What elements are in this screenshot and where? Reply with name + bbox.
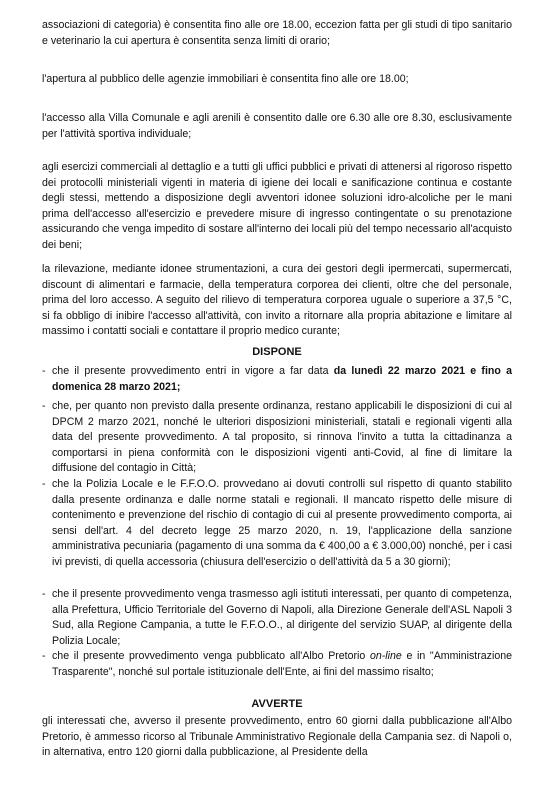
heading-dispone: DISPONE (252, 346, 302, 358)
list-dash: - (42, 650, 46, 662)
dispone-item (42, 477, 512, 571)
paragraph-villa-comunale: l'accesso alla Villa Comunale e agli arenili è consentito dalle ore 6.30 alle ore 8.30, esclusivamente per l'attività sportiva individuale; (42, 112, 512, 140)
dispone-item (42, 587, 512, 649)
paragraph-orari-studi: associazioni di categoria) è consentita fino alle ore 18.00, eccezion fatta per gli studi di tipo sanitario e veterinario la cui apertura è consentita senza limiti di orario; (42, 19, 512, 47)
dispone-item (42, 649, 512, 680)
paragraph-esercizi-commerciali: agli esercizi commerciali al dettaglio e a tutti gli uffici pubblici e privati di attenersi al rigoroso rispetto dei protocolli ministeriali vigenti in materia di igiene dei locali e sanificazione continua e costante degli stessi, mettendo a disposizione degli avventori idonee soluzioni idro-alcoliche per le mani prima dell'accesso all'esercizio e prevedere misure di ingresso contingentate o su prenotazione assicurando che venga impedito di sostare all'interno dei locali più del tempo necessario all'acquisto dei beni; (42, 161, 512, 251)
dispone-item-text: che il presente provvedimento entri in vigore a far data da lunedì 22 marzo 2021 e fino a domenica 28 marzo 2021; (52, 365, 512, 393)
list-dash: - (42, 588, 46, 600)
date-range: da lunedì 22 marzo 2021 e fino a domenica 28 marzo 2021 (52, 365, 512, 393)
dispone-item-text: che la Polizia Locale e le F.F.O.O. provvedano ai dovuti controlli sul rispetto di quanto stabilito dalla presente ordinanza e dalle norme statali e regionali. Il mancato rispetto delle misure di contenimento e prevenzione del rischio di contagio di cui al presente provvedimento comporta, ai sensi dell'art. 4 del decreto legge 25 marzo 2020, n. 19, l'applicazione della sanzione amministrativa pecuniaria (pagamento di una somma da € 400,00 a € 3.000,00) nonché, per i casi ivi previsti, di quella accessoria (chiusura dell'esercizio o dell'attività da 5 a 30 giorni); (52, 478, 512, 568)
dispone-item-text: che il presente provvedimento venga pubblicato all'Albo Pretorio on-line e in "Amministrazione Trasparente", nonché sul portale istituzionale dell'Ente, ai fini del massimo risalto; (52, 650, 512, 678)
paragraph-avverte: gli interessati che, avverso il presente provvedimento, entro 60 giorni dalla pubblicazione all'Albo Pretorio, è ammesso ricorso al Tribunale Amministrativo Regionale della Campania sez. di Napoli o, in alternativa, entro 120 giorni dalla pubblicazione, al Presidente della (42, 715, 512, 759)
paragraph-agenzie-immobiliari: l'apertura al pubblico delle agenzie immobiliari è consentita fino alle ore 18.00; (42, 73, 409, 85)
list-dash: - (42, 478, 46, 490)
dispone-item (42, 364, 512, 395)
dispone-item (42, 399, 512, 477)
on-line-italic: on-line (369, 650, 402, 662)
list-dash: - (42, 400, 46, 412)
list-dash: - (42, 365, 46, 377)
dispone-item-text: che, per quanto non previsto dalla presente ordinanza, restano applicabili le disposizioni di cui al DPCM 2 marzo 2021, nonché le ulteriori disposizioni ministeriali, statali e regionali vigenti alla data del presente provvedimento. A tal proposito, si rinnova l'invito a tutta la cittadinanza a comportarsi in piena conformità con le disposizioni vigenti anti-Covid, al fine di limitare la diffusione del contagio in Città; (52, 400, 512, 475)
heading-avverte: AVVERTE (251, 698, 303, 710)
dispone-item-text: che il presente provvedimento venga trasmesso agli istituti interessati, per quanto di competenza, alla Prefettura, Ufficio Territoriale del Governo di Napoli, alla Direzione Generale dell'ASL Napoli 3 Sud, alla Regione Campania, a tutte le F.F.O.O., al dirigente del servizio SUAP, al dirigente della Polizia Locale; (52, 588, 512, 647)
paragraph-rilevazione-temperatura: la rilevazione, mediante idonee strumentazioni, a cura dei gestori degli ipermercati, supermercati, discount di alimentari e farmacie, della temperatura corporea dei clienti, oltre che del personale, prima del loro accesso. A seguito del rilievo di temperatura corporea uguale o superiore a 37,5 °C, si fa obbligo di inibire l'accesso all'attività, con invito a ritornare alla propria abitazione e limitare al massimo i contatti sociali e contattare il proprio medico curante; (42, 263, 512, 338)
